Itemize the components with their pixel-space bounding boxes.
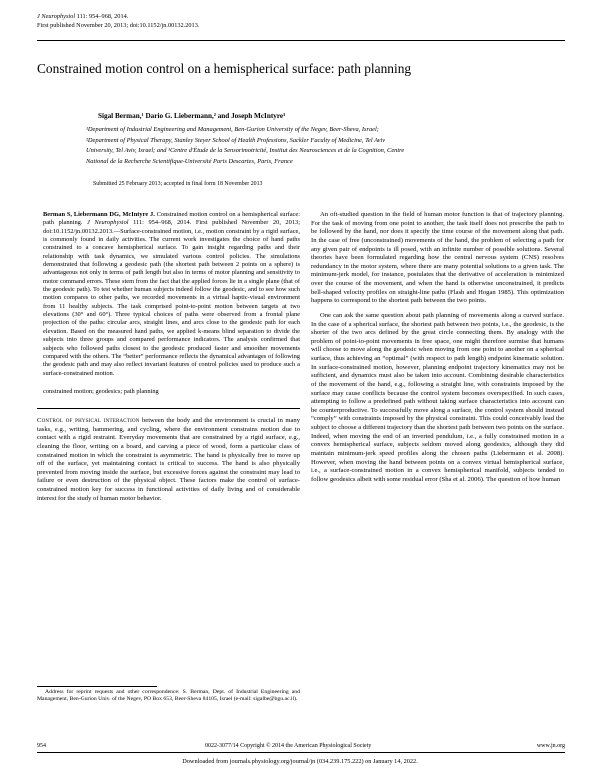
article-title: Constrained motion control on a hemispherical surface: path planning [37, 61, 412, 76]
body-paragraph: One can ask the same question about path planning of movements along a curved surface. In the case of a spherical surface, the shortest path between two points, i.e., the geodesic, is the shorter of the two arcs defined by the great circle connecting them. By analogy with the problem of point-to-point movements in free space, one might therefore surmise that humans will choose to move along the geodesic when moving from one point to another on a spherical surface, thus achieving an “optimal” (with respect to path length) endpoint kinematic solution. In surface-constrained motion, however, planning endpoint trajectory kinematics may not be sufficient, and dynamics must also be taken into account. Combining desirable characteristics of the movement of the hand, e.g., following a straight line, with constraints imposed by the surface may cause conflicts because the control system becomes overspecified. In such cases, attempting to follow a predefined path without taking surface characteristics into account can be counterproductive. To successfully move along a surface, the control system should instead “comply” with constraints imposed by the physical constraint. This could conceivably lead the subject to choose a different trajectory than the shortest path between two points on the surface. Indeed, when moving the end of an inverted pendulum, i.e., a fully constrained motion in a convex hemispherical surface, subjects seldom moved along geodesics, although they did maintain minimum-jerk speed profiles along the chosen paths (Liebermann et al. 2008). However, when moving the hand between points on a convex virtual hemispherical surface, i.e., a surface-constrained motion in a convex hemispherical manifold, subjects tended to follow geodesics albeit with some residual error (Sha et al. 2006). The question of how human [311, 311, 564, 483]
abstract-rule [37, 408, 300, 409]
first-published-line: First published November 20, 2013; doi:10.1152/jn.00132.2013. [37, 22, 200, 29]
copyright: 0022-3077/14 Copyright © 2014 the American Physiological Society [205, 743, 372, 749]
journal-url[interactable]: www.jn.org [536, 743, 565, 749]
keywords: constrained motion; geodesics; path planning [43, 387, 159, 395]
intro-smallcaps: Control of physical interaction [37, 417, 140, 425]
affiliation-line: National de la Recherche Scientifique-Université Paris Descartes, Paris, France [86, 157, 293, 165]
right-column [311, 211, 564, 484]
footer-rule [37, 752, 565, 753]
correspondence-footnote [37, 689, 300, 704]
affiliation-line: ¹Department of Industrial Engineering and Management, Ben-Gurion University of the Negev, Beer-Sheva, Israel; [86, 126, 379, 133]
body-paragraph: An oft-studied question in the field of human motor function is that of trajectory planning. For the task of moving from one point to another, the task itself does not prescribe the path to be followed by the hand, nor does it specify the time course of the movement along that path. In the case of free (unconstrained) movements of the hand, the problem of selecting a path for any given pair of endpoints is ill posed, with an infinite number of possible solutions. Several theories have been formulated regarding how the central nervous system (CNS) resolves redundancy in the motor system, where there are many potential solutions to a given task. The minimum-jerk model, for instance, postulates that the derivative of acceleration is minimized over the course of the movement, and when the hand is otherwise unconstrained, it predicts bell-shaped velocity profiles on straight-line paths (Flash and Hogan 1985). This optimization happens to correspond to the shortest path between the two points. [311, 211, 564, 305]
abstract [37, 211, 300, 378]
intro-text: between the body and the environment is crucial in many tasks, e.g., writing, hammering, and cycling, where the environment constrains motion due to contact with a rigid restraint. Everyday movements that are constrained by a rigid surface, e.g., cleaning the floor, writing on a board, and carving a piece of wood, form a particular class of constrained motion in which the constraint is asymmetric. The hand is physically free to move up off of the surface, yet maintaining contact is critical to success. The hand is also physically prevented from moving inside the surface, but excessive forces against the constraint may lead to failure or even destruction of the physical object. These factors make the control of surface-constrained motion key for success in functional activities of daily living and of considerable interest for the study of human motor behavior. [37, 417, 300, 502]
footnote-text: Address for reprint requests and other correspondence: S. Berman, Dept. of Industrial Engineering and Management, Ben-Gurion Univ. of the Negev, PO Box 653, Beer-Sheva 84105, Israel (e-mail: sigalbe@bgu.ac.il). [37, 689, 300, 703]
affiliations [86, 125, 562, 167]
intro-paragraph [37, 417, 300, 503]
journal-name: J Neurophysiol [37, 13, 76, 20]
author-list: Sigal Berman,¹ Dario G. Liebermann,² and Joseph McIntyre³ [98, 112, 286, 120]
submission-dates: Submitted 25 February 2013; accepted in final form 18 November 2013 [93, 181, 263, 187]
header-rule [37, 40, 565, 41]
affiliation-line: ²Department of Physical Therapy, Stanley Steyer School of Health Professions, Sackler Faculty of Medicine, Tel Aviv [86, 136, 386, 144]
abstract-authors: Berman S, Liebermann DG, McIntyre J. [43, 211, 155, 218]
abstract-text: 111: 954–968, 2014. First published November 20, 2013; doi:10.1152/jn.00132.2013.—Surface-constrained motion, i.e., motion constraint by a rigid surface, is commonly found in daily activities. The current work investigates the choice of hand paths constrained to a concave hemispherical surface. To gain insight regarding paths and their relationship with task dynamics, we simulated various control policies. The simulations demonstrated that following a geodesic path (the shortest path between 2 points on a sphere) is advantageous not only in terms of path length but also in terms of motor planning and sensitivity to motor command errors. These stem from the fact that the applied forces lie in a single plane (that of the geodesic path). To test whether human subjects indeed follow the geodesic, and to see how such motion compares to other paths, we recorded movements in a virtual haptic-visual environment from 11 healthy subjects. The task comprised point-to-point motion between targets at two elevations (30° and 60°). Three typical choices of paths were observed from a frontal plane projection of the paths: circular arcs, straight lines, and arcs close to the geodesic path for each elevation. Based on the measured hand paths, we applied k-means blind separation to divide the subjects into three groups and compared performance indicators. The analysis confirmed that subjects who followed paths closest to the geodesic produced faster and smoother movements compared with the others. The “better” performance reflects the dynamical advantages of following the geodesic path and may also reflect invariant features of control policies used to produce such a surface-constrained motion. [43, 219, 300, 377]
footnote-rule [37, 686, 157, 687]
download-notice: Downloaded from journals.physiology.org/journal/jn (034.239.175.222) on January 14, 2022. [182, 758, 418, 765]
left-column [37, 211, 300, 503]
citation-volume: 111: 954–968, 2014. [76, 13, 129, 20]
abstract-journal: J Neurophysiol [87, 219, 129, 227]
page-number: 954 [37, 743, 46, 749]
abstract-title: Constrained motion control on a hemispherical surface: path planning. [43, 211, 300, 227]
journal-citation-header [37, 12, 457, 30]
affiliation-line: University, Tel Aviv, Israel; and ³Centre d'Étude de la Sensorimotricité, Institut des Neurosciences et de la Cognition, Centre [86, 147, 405, 155]
